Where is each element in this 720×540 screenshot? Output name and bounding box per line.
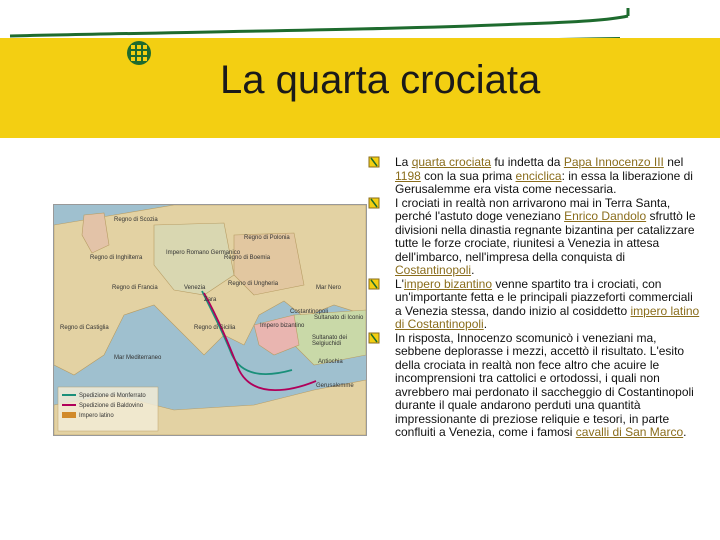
map-label: Regno di Polonia bbox=[244, 235, 290, 241]
bullet-text: . bbox=[683, 425, 687, 439]
bullet-text: I crociati in realtà non arrivarono mai in Terra Santa, perché l'astuto doge veneziano bbox=[395, 195, 671, 223]
inline-link[interactable]: impero latino di Costantinopoli bbox=[395, 303, 700, 331]
bullet-text: con la sua prima bbox=[420, 168, 516, 183]
bullet-item bbox=[367, 278, 702, 332]
map-label: Costantinopoli bbox=[290, 309, 329, 315]
map-label: Impero Romano Germanico bbox=[166, 250, 241, 256]
bullet-text: . bbox=[471, 263, 475, 277]
map-label: Regno di Boemia bbox=[224, 255, 271, 261]
legend-label: Spedizione di Monferrato bbox=[79, 393, 146, 399]
bullet-text: In risposta, Innocenzo scomunicò i veneziani ma, sebbene deplorasse i mezzi, accettò il risultato. L'esito della crociata in realtà non fece altro che acuire le incomprensioni tra cattolici e ortodossi, i quali non avrebbero mai perdonato il saccheggio di Costantinopoli durante il quale andarono perduti una quantità impressionante di preziose reliquie e tesori, in parte confluiti a Venezia, come i famosi bbox=[395, 330, 694, 439]
map-label: Mar Nero bbox=[316, 285, 342, 291]
legend-item bbox=[62, 401, 146, 411]
bullet-text: venne spartito tra i crociati, con un'importante fetta e le principali piazzeforti commerciali a Venezia stessa, dando inizio al cosiddetto bbox=[395, 276, 693, 318]
inline-link[interactable]: quarta crociata bbox=[411, 155, 492, 169]
bullet-icon bbox=[368, 197, 380, 209]
inline-link[interactable]: Enrico Dandolo bbox=[564, 209, 647, 223]
map-label: Regno di Inghilterra bbox=[90, 255, 143, 261]
map-label: Impero bizantino bbox=[260, 323, 305, 329]
inline-link[interactable]: enciclica bbox=[515, 168, 562, 183]
globe-logo-icon bbox=[126, 40, 152, 66]
legend-swatch bbox=[62, 394, 76, 396]
bullet-icon bbox=[368, 332, 380, 344]
map-label: Antiochia bbox=[318, 359, 343, 365]
legend-item bbox=[62, 411, 146, 421]
bullet-icon bbox=[368, 156, 380, 168]
bullet-text: nel bbox=[663, 155, 684, 169]
bullet-text: : in essa la liberazione di Gerusalemme era vista come necessaria. bbox=[395, 168, 693, 196]
slide-title: La quarta crociata bbox=[220, 58, 541, 102]
map-label: Zara bbox=[204, 297, 217, 303]
bullet-text: sfruttò le divisioni nella dinastia regnante bizantina per catalizzare tutte le forze crociate, riunitesi a Venezia in attesa dell'imbarco, nell'impresa della conquista di bbox=[395, 209, 696, 264]
map-label-layer bbox=[54, 205, 366, 435]
legend-item bbox=[62, 391, 146, 401]
inline-link[interactable]: cavalli di San Marco bbox=[575, 425, 684, 439]
bullet-text: fu indetta da bbox=[491, 155, 564, 169]
inline-link[interactable]: 1198 bbox=[395, 168, 421, 183]
map-label: Regno di Ungheria bbox=[228, 281, 279, 287]
bullet-text: . bbox=[483, 317, 488, 331]
map-legend bbox=[62, 391, 146, 421]
bullet-item bbox=[367, 332, 702, 440]
bullet-item bbox=[367, 197, 702, 278]
legend-swatch bbox=[62, 404, 76, 406]
inline-link[interactable]: impero bizantino bbox=[403, 276, 493, 291]
map-label: Mar Mediterraneo bbox=[114, 355, 162, 361]
map-label: Regno di Sicilia bbox=[194, 325, 236, 331]
map-label: Venezia bbox=[184, 285, 206, 291]
map-label: Regno di Francia bbox=[112, 285, 158, 291]
map-label: Regno di Scozia bbox=[114, 217, 158, 223]
bullet-list bbox=[367, 156, 702, 440]
map-label: Gerusalemme bbox=[316, 383, 354, 389]
legend-label: Spedizione di Baldovino bbox=[79, 403, 144, 409]
bullet-icon bbox=[368, 278, 380, 290]
legend-label: Impero latino bbox=[79, 413, 114, 419]
inline-link[interactable]: Papa Innocenzo III bbox=[563, 155, 664, 169]
map-label: Regno di Castiglia bbox=[60, 325, 109, 331]
map-label: Sultanato di Iconio bbox=[314, 315, 364, 321]
inline-link[interactable]: Costantinopoli bbox=[395, 263, 472, 277]
legend-swatch bbox=[62, 412, 76, 418]
bullet-text: L' bbox=[395, 276, 404, 291]
map-label: Sultanato dei Selgiuchidi bbox=[312, 335, 348, 347]
bullet-item bbox=[367, 156, 702, 197]
bullet-text: La bbox=[395, 155, 412, 169]
